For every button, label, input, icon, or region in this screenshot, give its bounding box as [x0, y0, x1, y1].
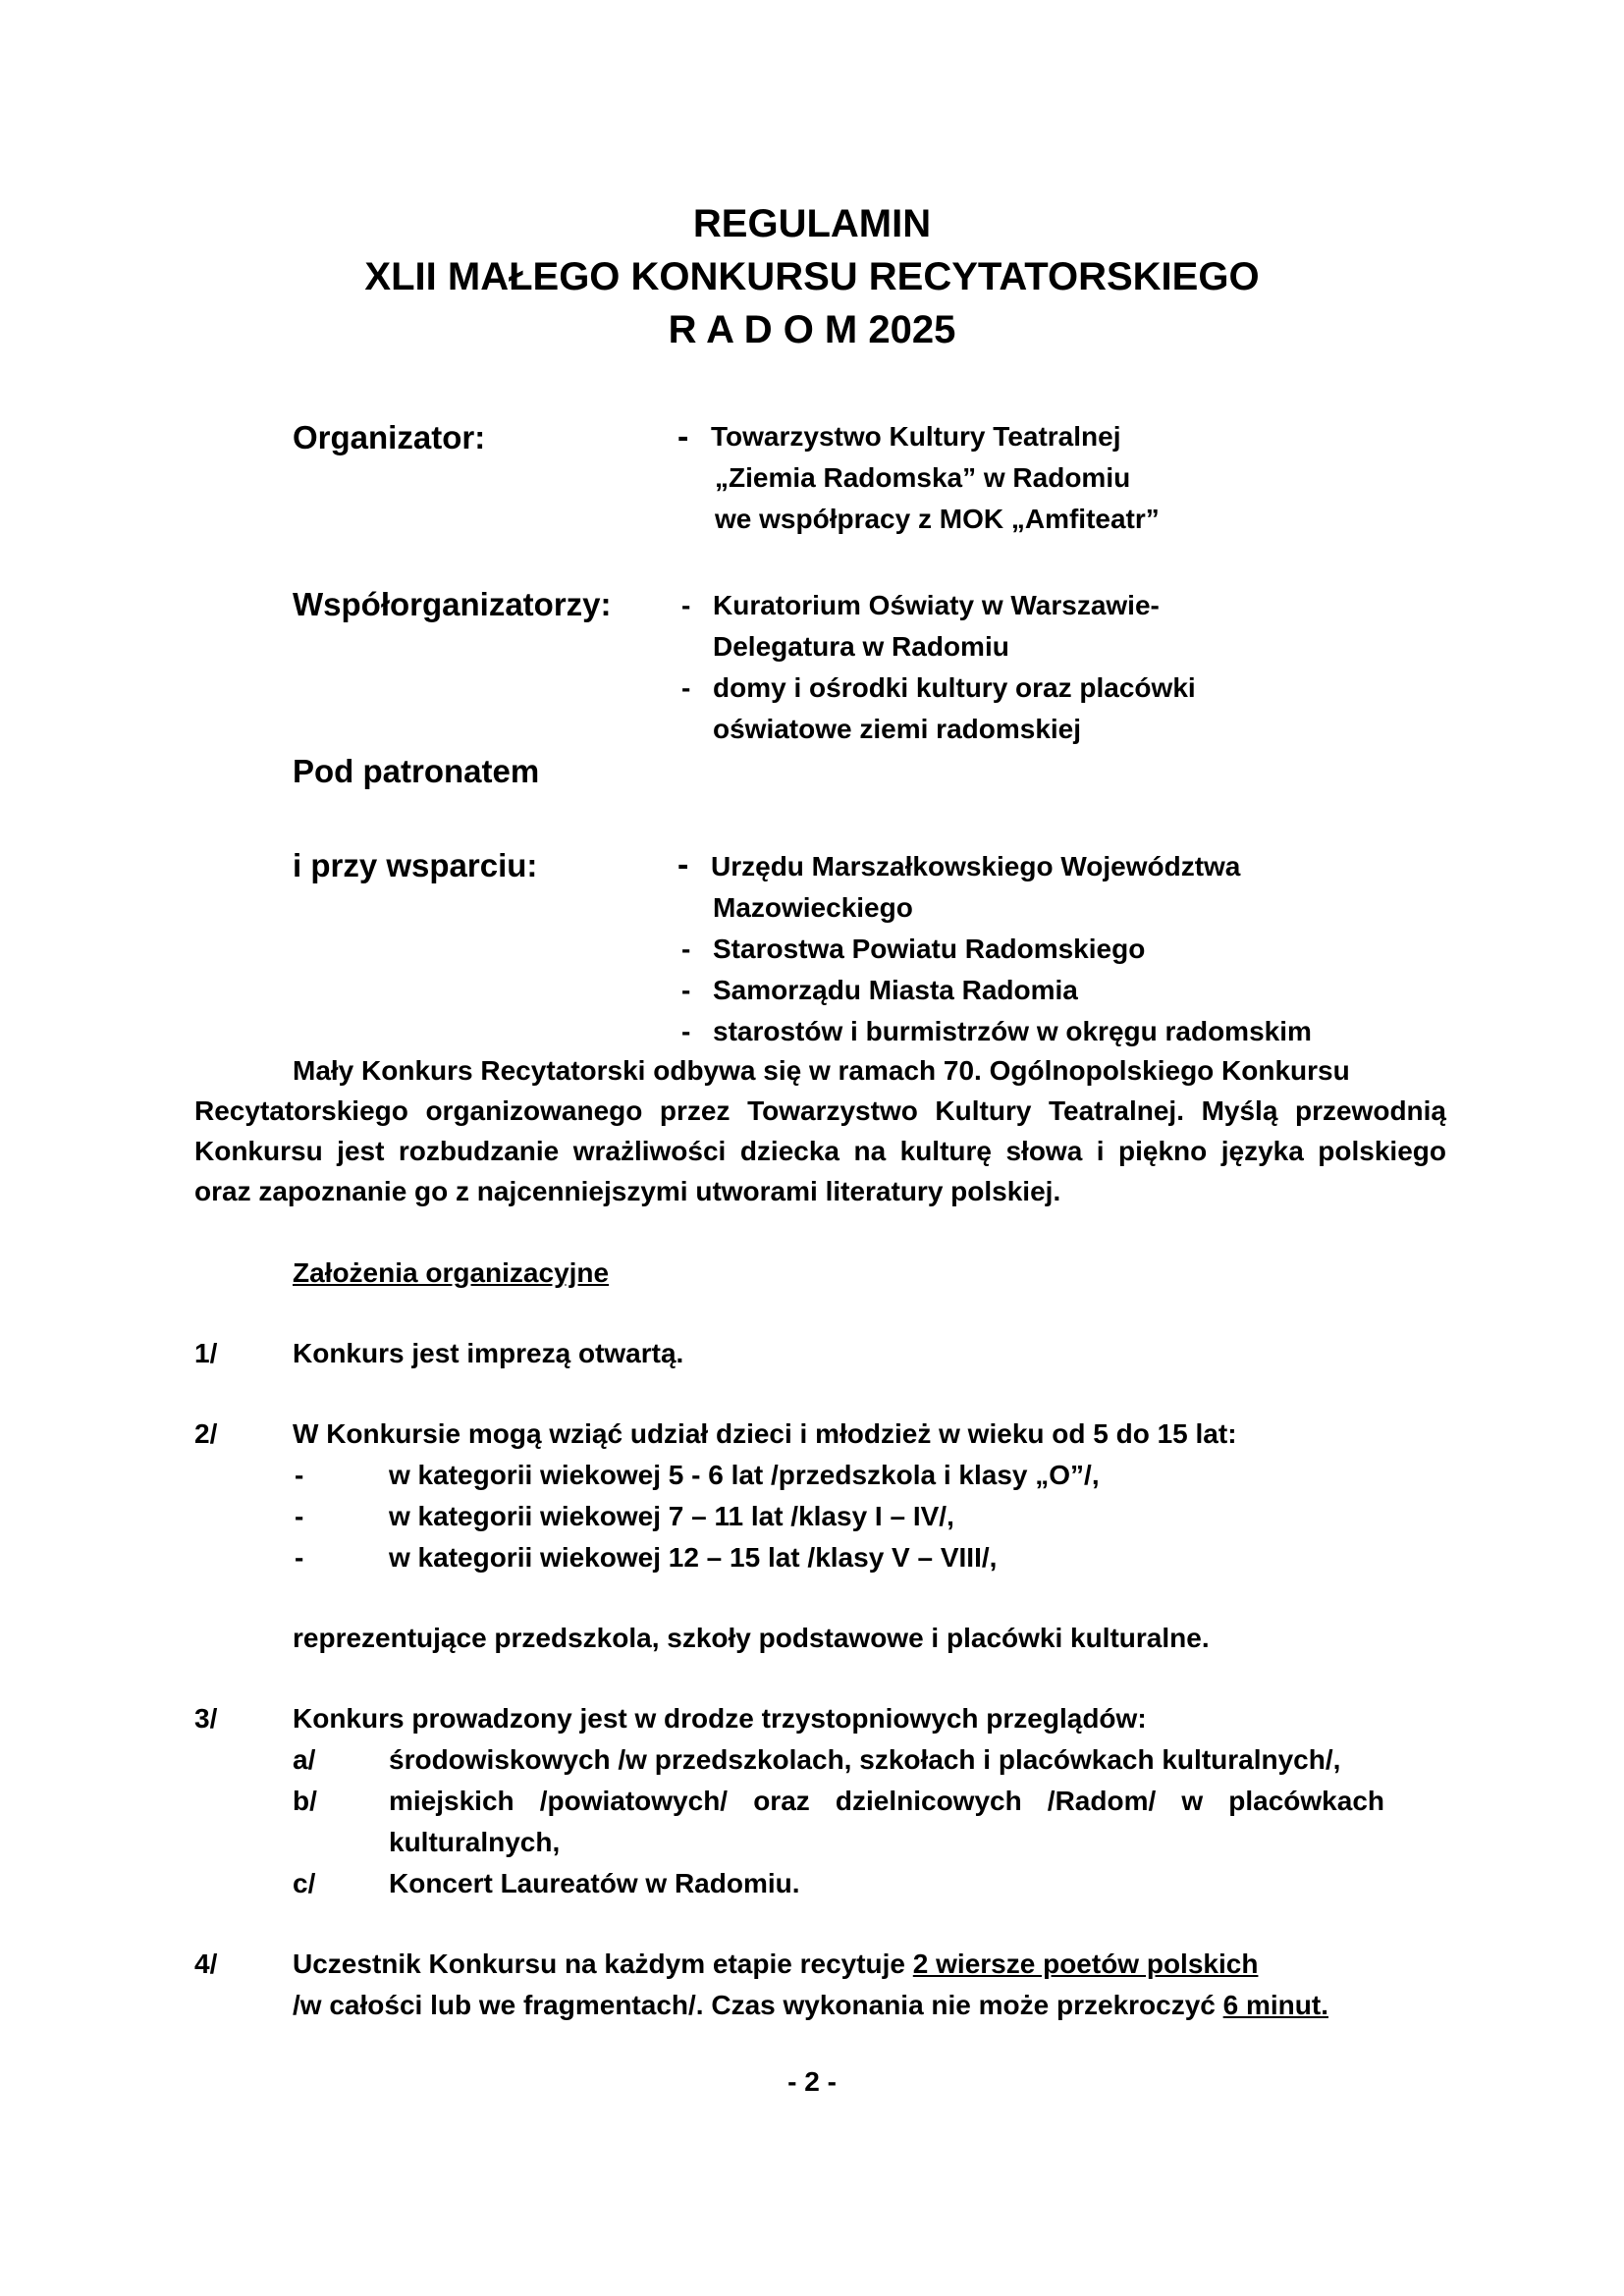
point-3-text: Konkurs prowadzony jest w drodze trzystopniowych przeglądów: [293, 1703, 1147, 1734]
point-2-number: 2/ [194, 1418, 218, 1449]
support-dash-3: - [681, 975, 691, 1005]
organizer-dash: - [677, 418, 689, 455]
stage-c-mark: c/ [293, 1868, 316, 1898]
stage-b-line-2: kulturalnych, [389, 1827, 561, 1857]
stage-b-mark: b/ [293, 1786, 317, 1816]
page-number: - 2 - [787, 2066, 837, 2097]
point-4-number: 4/ [194, 1949, 218, 1979]
support-4-line: starostów i burmistrzów w okręgu radomskim [713, 1016, 1312, 1046]
point-1-number: 1/ [194, 1338, 218, 1368]
coorganizer-2-line-2: oświatowe ziemi radomskiej [713, 714, 1082, 744]
organizer-line-3: we współpracy z MOK „Amfiteatr” [715, 504, 1160, 534]
support-dash-4: - [681, 1016, 691, 1046]
document-city-year: R A D O M 2025 [668, 308, 956, 351]
point-2-footer: reprezentujące przedszkola, szkoły podstawowe i placówki kulturalne. [293, 1623, 1210, 1653]
support-label: i przy wsparciu: [293, 847, 538, 883]
coorganizer-dash-2: - [681, 672, 691, 703]
category-dash-2: - [295, 1501, 304, 1531]
point-2-text: W Konkursie mogą wziąć udział dzieci i młodzież w wieku od 5 do 15 lat: [293, 1418, 1237, 1449]
intro-line-2: Recytatorskiego organizowanego przez Towarzystwo Kultury Teatralnej. Myślą przewodnią [194, 1095, 1446, 1126]
point-4-line-1 [293, 1944, 1258, 1985]
coorganizer-1-line-2: Delegatura w Radomiu [713, 631, 1009, 662]
section-title: Założenia organizacyjne [293, 1257, 610, 1288]
support-2-line: Starostwa Powiatu Radomskiego [713, 934, 1146, 964]
support-1-line-2: Mazowieckiego [713, 892, 913, 923]
support-3-line: Samorządu Miasta Radomia [713, 975, 1078, 1005]
organizer-label: Organizator: [293, 419, 486, 455]
stage-c-text: Koncert Laureatów w Radomiu. [389, 1868, 800, 1898]
category-dash-3: - [295, 1542, 304, 1573]
document-subtitle: XLII MAŁEGO KONKURSU RECYTATORSKIEGO [364, 255, 1260, 298]
support-dash-1: - [677, 846, 689, 883]
coorganizer-1-line-1: Kuratorium Oświaty w Warszawie- [713, 590, 1160, 620]
category-2-text: w kategorii wiekowej 7 – 11 lat /klasy I – IV/, [389, 1501, 954, 1531]
intro-line-1: Mały Konkurs Recytatorski odbywa się w ramach 70. Ogólnopolskiego Konkursu [293, 1055, 1350, 1086]
document-title: REGULAMIN [692, 202, 932, 245]
category-3-text: w kategorii wiekowej 12 – 15 lat /klasy V – VIII/, [389, 1542, 998, 1573]
coorganizer-2-line-1: domy i ośrodki kultury oraz placówki [713, 672, 1196, 703]
support-1-line-1: Urzędu Marszałkowskiego Województwa [711, 851, 1241, 881]
point-4-line-1-text: Uczestnik Konkursu na każdym etapie recytuje [293, 1949, 913, 1979]
point-4-line-2-text: /w całości lub we fragmentach/. Czas wykonania nie może przekroczyć [293, 1990, 1223, 2020]
support-dash-2: - [681, 934, 691, 964]
organizer-line-1: Towarzystwo Kultury Teatralnej [711, 421, 1121, 452]
point-4-line-2 [293, 1985, 1328, 2026]
point-1-text: Konkurs jest imprezą otwartą. [293, 1338, 684, 1368]
intro-line-3: Konkursu jest rozbudzanie wrażliwości dziecka na kulturę słowa i piękno języka polskiego [194, 1136, 1446, 1166]
time-limit: 6 minut. [1222, 1990, 1328, 2020]
coorganizers-label: Współorganizatorzy: [293, 586, 612, 622]
stage-a-mark: a/ [293, 1744, 316, 1775]
point-3-number: 3/ [194, 1703, 218, 1734]
stage-b-line-1: miejskich /powiatowych/ oraz dzielnicowych /Radom/ w placówkach [389, 1786, 1384, 1816]
patronage-label: Pod patronatem [293, 753, 540, 789]
category-1-text: w kategorii wiekowej 5 - 6 lat /przedszkola i klasy „O”/, [389, 1460, 1100, 1490]
intro-line-4: oraz zapoznanie go z najcenniejszymi utworami literatury polskiej. [194, 1176, 1061, 1206]
category-dash-1: - [295, 1460, 304, 1490]
stage-a-text: środowiskowych /w przedszkolach, szkołach i placówkach kulturalnych/, [389, 1744, 1341, 1775]
organizer-line-2: „Ziemia Radomska” w Radomiu [715, 462, 1131, 493]
poems-requirement: 2 wiersze poetów polskich [912, 1949, 1259, 1979]
coorganizer-dash-1: - [681, 590, 691, 620]
